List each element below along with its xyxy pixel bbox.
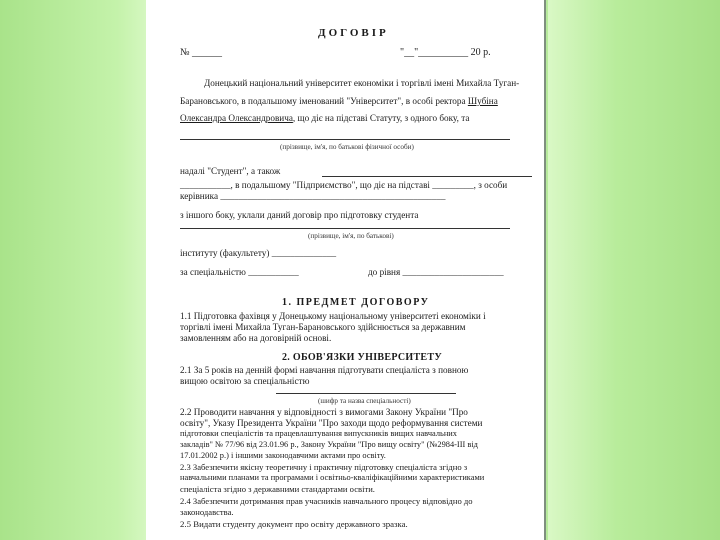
s1-1-line-c: замовленням або на договірній основі. [180, 333, 332, 343]
caption-person: (прізвище, ім'я, по батькові фізичної особи) [280, 143, 414, 151]
s2-2-line-b: освіту", Указу Президента України "Про заходи щодо реформування системи [180, 418, 483, 428]
specialty-fill-line [276, 393, 456, 394]
rector-name: Олександра Олександровича [180, 113, 293, 123]
contract-number: № ______ [180, 47, 223, 58]
s2-2-line-e: 17.01.2002 р.) і іншими законодавчими актами про освіту. [180, 451, 386, 460]
s2-1-line-a: 2.1 За 5 років на денній формі навчання підготувати спеціаліста з повною [180, 365, 469, 375]
intro-line-2: Барановського, в подальшому іменований "Університет", в особі ректора Шубіна [180, 96, 498, 106]
s2-4-line-b: законодавства. [180, 507, 234, 517]
section-1-title: 1. ПРЕДМЕТ ДОГОВОРУ [282, 297, 430, 308]
section-2-title: 2. ОБОВ'ЯЗКИ УНІВЕРСИТЕТУ [282, 352, 443, 363]
contract-date: "__"__________ 20 р. [400, 47, 491, 58]
left-background-panel [0, 0, 146, 540]
specialty-line: за спеціальністю ___________ [180, 267, 299, 277]
caption-name: (прізвище, ім'я, по батькові) [308, 232, 394, 240]
s2-5-line: 2.5 Видати студенту документ про освіту державного зразка. [180, 519, 408, 529]
s1-1-line-a: 1.1 Підготовка фахівця у Донецькому національному університеті економіки і [180, 311, 486, 321]
s2-3-line-b: навчальними планами та програмами і освітньо-кваліфікаційними характеристиками [180, 473, 485, 482]
name-line [180, 228, 510, 229]
s2-3-line-c: спеціаліста згідно з державними стандартами освіти. [180, 484, 375, 494]
student-line-1: надалі "Студент", а також [180, 166, 281, 176]
intro-line-1: Донецький національний університет економіки і торгівлі імені Михайла Туган- [204, 78, 520, 88]
s2-2-line-a: 2.2 Проводити навчання у відповідності з вимогами Закону України "Про [180, 407, 468, 417]
s2-2-line-d: закладів" № 77/96 від 23.01.96 р., Закону України "Про вищу освіту" (№2984-ІІІ від [180, 440, 478, 449]
document-page [146, 0, 546, 540]
s2-1-line-b: вищою освітою за спеціальністю [180, 376, 310, 386]
caption-spec: (шифр та назва спеціальності) [318, 397, 411, 405]
document-title: ДОГОВІР [318, 27, 389, 39]
s2-4-line-a: 2.4 Забезпечити дотримання прав учасників навчального процесу відповідно до [180, 496, 473, 506]
institute-line: інституту (факультету) ______________ [180, 248, 337, 258]
rector-surname: Шубіна [467, 96, 498, 106]
right-background-panel [548, 0, 720, 540]
student-line-3: керівника _________________________________________________ [180, 191, 446, 201]
intro-line-3: Олександра Олександровича, що діє на підставі Статуту, з одного боку, та [180, 113, 470, 123]
s2-2-line-c: підготовки спеціалістів та працевлаштування випускників вищих навчальних [180, 429, 457, 438]
student-line-4: з іншого боку, уклали даний договір про підготовку студента [180, 210, 419, 220]
student-fill-line [322, 176, 532, 177]
s2-3-line-a: 2.3 Забезпечити якісну теоретичну і практичну підготовку спеціаліста згідно з [180, 462, 468, 472]
signature-line [180, 139, 510, 140]
student-line-2: ___________, в подальшому "Підприємство", що діє на підставі _________, з особи [180, 180, 508, 190]
level-line: до рівня ______________________ [368, 267, 504, 277]
s1-1-line-b: торгівлі імені Михайла Туган-Барановського здійснюється за державним [180, 322, 466, 332]
